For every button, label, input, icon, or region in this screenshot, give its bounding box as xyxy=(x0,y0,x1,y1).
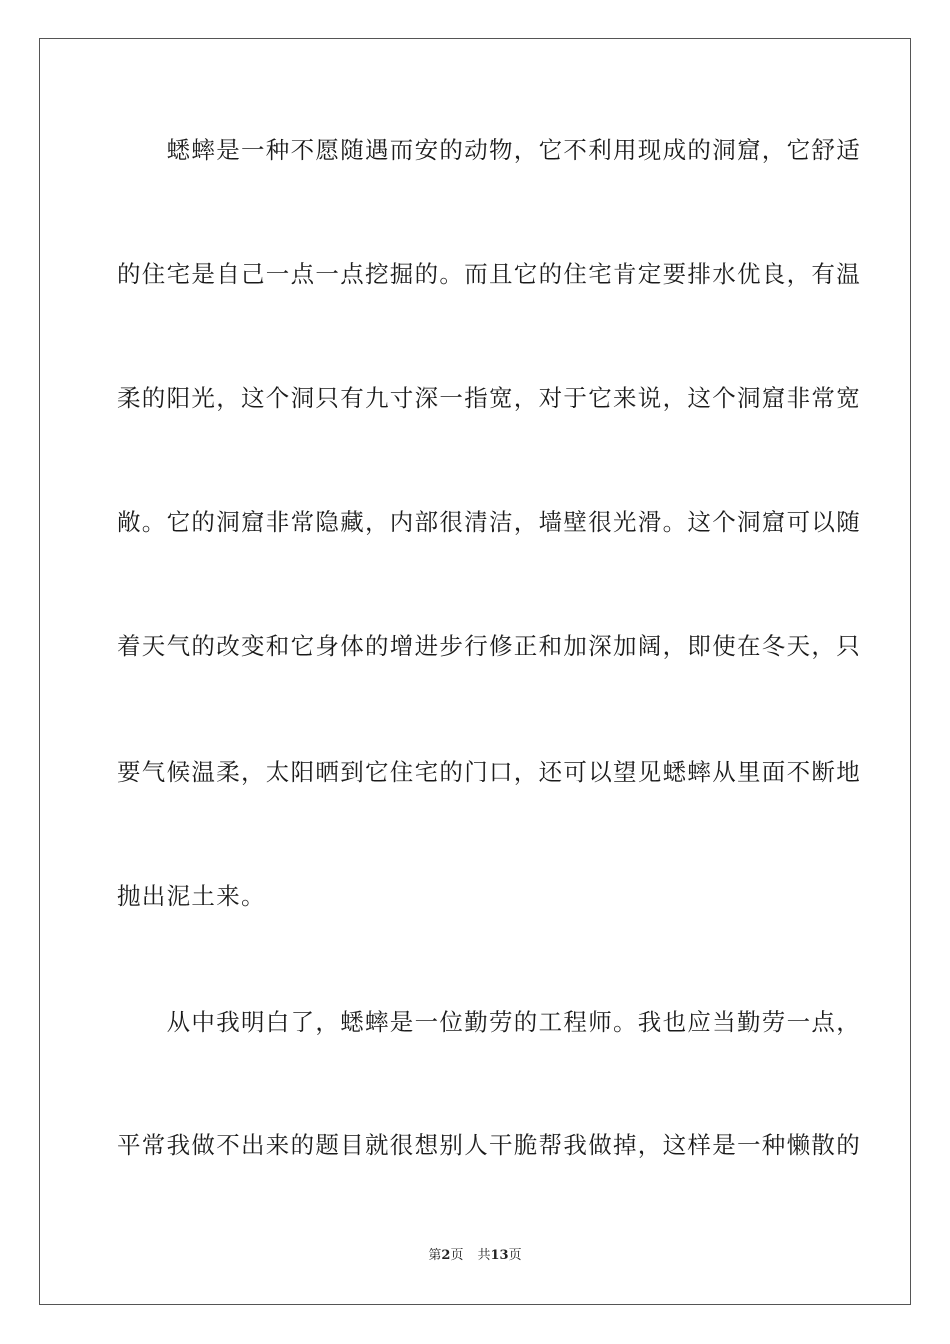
page-prefix: 第 xyxy=(428,1248,442,1263)
text-line-4: 敞。它的洞窟非常隐藏，内部很清洁，墙壁很光滑。这个洞窟可以随 xyxy=(117,508,861,536)
text-line-9: 平常我做不出来的题目就很想别人干脆帮我做掉，这样是一种懒散的 xyxy=(117,1131,861,1159)
page-footer xyxy=(0,1247,950,1265)
text-line-1: 蟋蟀是一种不愿随遇而安的动物，它不利用现成的洞窟，它舒适 xyxy=(117,136,861,164)
page-border xyxy=(39,38,911,1305)
text-line-2: 的住宅是自己一点一点挖掘的。而且它的住宅肯定要排水优良，有温 xyxy=(117,260,861,288)
text-line-6: 要气候温柔，太阳晒到它住宅的门口，还可以望见蟋蟀从里面不断地 xyxy=(117,758,861,786)
text-line-5: 着天气的改变和它身体的增进步行修正和加深加阔，即使在冬天，只 xyxy=(117,632,861,660)
page-suffix: 页 xyxy=(450,1248,464,1263)
text-line-7: 抛出泥土来。 xyxy=(117,882,266,910)
total-suffix: 页 xyxy=(508,1248,522,1263)
page-number: 2 xyxy=(441,1248,451,1263)
text-line-3: 柔的阳光，这个洞只有九寸深一指宽，对于它来说，这个洞窟非常宽 xyxy=(117,384,861,412)
text-line-8: 从中我明白了，蟋蟀是一位勤劳的工程师。我也应当勤劳一点， xyxy=(117,1008,861,1036)
total-pages: 13 xyxy=(490,1248,509,1263)
total-prefix: 共 xyxy=(477,1248,491,1263)
